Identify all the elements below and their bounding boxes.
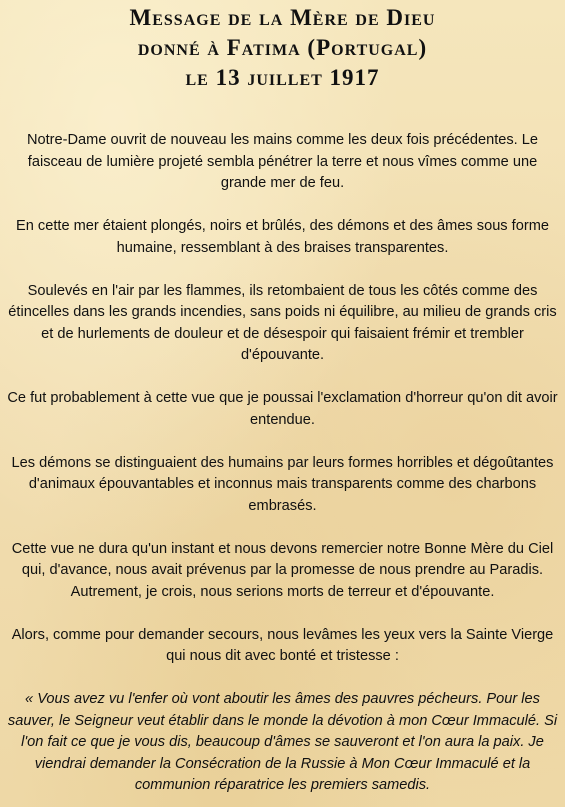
paragraph-3: Soulevés en l'air par les flammes, ils retombaient de tous les côtés comme des étincelles dans les grands incendies, sans poids ni équilibre, au milieu de grands cris et de hurlements de douleur et de désespoir qui faisaient frémir et trembler d'épouvante. bbox=[8, 282, 557, 363]
paragraph-6: Cette vue ne dura qu'un instant et nous devons remercier notre Bonne Mère du Ciel qui, d'avance, nous avait prévenus par la promesse de nous prendre au Paradis. Autrement, je crois, nous serions morts de terreur et d'épouvante. bbox=[11, 540, 554, 600]
paragraph-5: Les démons se distinguaient des humains par leurs formes horribles et dégoûtantes d'animaux épouvantables et inconnus mais transparents comme des charbons embrasés. bbox=[11, 454, 554, 514]
paragraph-2: En cette mer étaient plongés, noirs et brûlés, des démons et des âmes sous forme humaine, ressemblant à des braises transparentes. bbox=[16, 218, 549, 256]
quote-paragraph: « Vous avez vu l'enfer où vont aboutir les âmes des pauvres pécheurs. Pour les sauver, le Seigneur veut établir dans le monde la dévotion à mon Cœur Immaculé. Si l'on fait ce que je vous dis, beaucoup d'âmes se sauveront et l'on aura la paix. Je viendrai demander la Consécration de la Russie à Mon Cœur Immaculé et la communion réparatrice les premiers samedis. bbox=[7, 691, 558, 793]
paragraph-4: Ce fut probablement à cette vue que je poussai l'exclamation d'horreur qu'on dit avoir entendue. bbox=[7, 390, 558, 428]
paragraph-7: Alors, comme pour demander secours, nous levâmes les yeux vers la Sainte Vierge qui nous dit avec bonté et tristesse : bbox=[11, 626, 554, 664]
document-body bbox=[6, 130, 559, 797]
title-line-3: le 13 juillet 1917 bbox=[185, 65, 380, 90]
title-line-1: Message de la Mère de Dieu bbox=[129, 5, 436, 30]
document-title bbox=[0, 0, 565, 93]
title-line-2: donné à Fatima (Portugal) bbox=[137, 35, 428, 60]
paragraph-1: Notre-Dame ouvrit de nouveau les mains comme les deux fois précédentes. Le faisceau de lumière projeté sembla pénétrer la terre et nous vîmes comme une grande mer de feu. bbox=[26, 132, 539, 191]
